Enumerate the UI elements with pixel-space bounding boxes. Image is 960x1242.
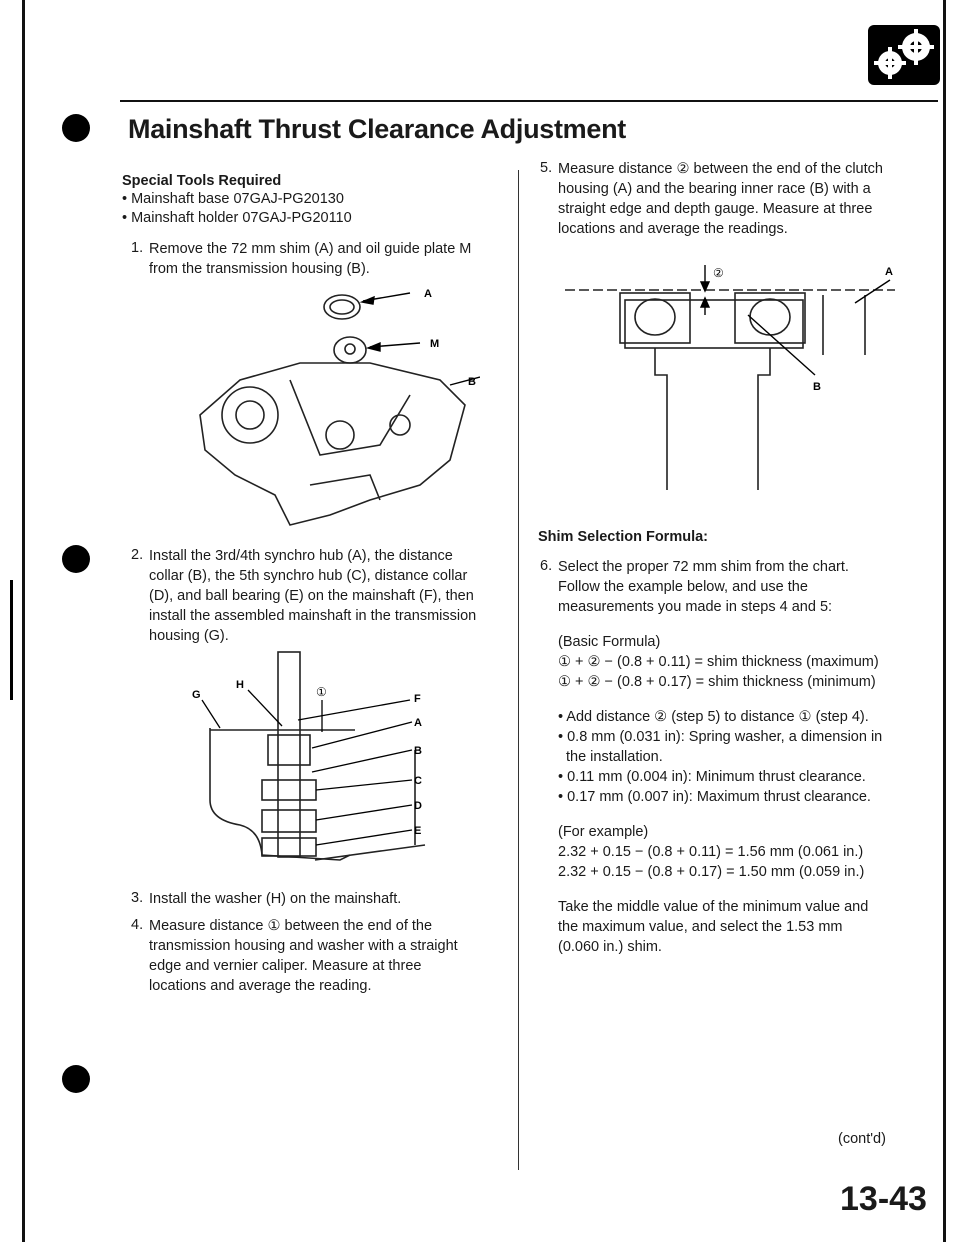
note-2: • 0.8 mm (0.031 in): Spring washer, a dimension in xyxy=(558,729,883,745)
step-5-line-3: straight edge and depth gauge. Measure at three xyxy=(558,201,873,217)
margin-bracket xyxy=(0,580,13,700)
formula-minimum: ① + ② − (0.8 + 0.17) = shim thickness (minimum) xyxy=(558,674,876,690)
fig2-label-c: C xyxy=(414,775,422,787)
header-rule xyxy=(120,100,938,102)
step-4-line-1: Measure distance ① between the end of the xyxy=(149,918,433,934)
note-2-cont: the installation. xyxy=(566,749,663,765)
fig1-label-b: B xyxy=(468,376,476,388)
fig2-label-a: A xyxy=(414,717,422,729)
fig3-label-two: ② xyxy=(713,266,724,280)
step-2-line-5: housing (G). xyxy=(149,628,229,644)
margin-dot-2 xyxy=(62,1065,90,1093)
fig1-label-m: M xyxy=(430,338,440,350)
example-2: 2.32 + 0.15 − (0.8 + 0.17) = 1.50 mm (0.059 in.) xyxy=(558,864,865,880)
basic-formula-label: (Basic Formula) xyxy=(558,634,661,650)
fig2-label-d: D xyxy=(414,800,422,812)
example-1: 2.32 + 0.15 − (0.8 + 0.11) = 1.56 mm (0.061 in.) xyxy=(558,844,864,860)
step-5-line-1: Measure distance ② between the end of the clutch xyxy=(558,161,883,177)
gear-icon xyxy=(868,25,940,85)
step-6-line-3: measurements you made in steps 4 and 5: xyxy=(558,599,833,615)
step-2-line-3: (D), and ball bearing (E) on the mainshaft (F), then xyxy=(149,588,474,604)
example-label: (For example) xyxy=(558,824,649,840)
step-4-number: 4. xyxy=(131,917,144,933)
fig2-label-f: F xyxy=(414,693,421,705)
tool-item-1: • Mainshaft base 07GAJ-PG20130 xyxy=(122,191,344,207)
shim-selection-heading: Shim Selection Formula: xyxy=(538,529,708,545)
fig1-label-a: A xyxy=(424,288,432,300)
step-5-line-2: housing (A) and the bearing inner race (B) with a xyxy=(558,181,871,197)
page-number: 13-43 xyxy=(840,1180,927,1218)
step-2-line-2: collar (B), the 5th synchro hub (C), distance collar xyxy=(149,568,468,584)
transmission-housing-figure xyxy=(180,285,480,535)
fig2-label-one: ① xyxy=(316,685,327,699)
fig3-label-b: B xyxy=(813,381,821,393)
note-4: • 0.17 mm (0.007 in): Maximum thrust clearance. xyxy=(558,789,871,805)
note-3: • 0.11 mm (0.004 in): Minimum thrust clearance. xyxy=(558,769,866,785)
conclusion-line-1: Take the middle value of the minimum value and xyxy=(558,899,869,915)
step-1-number: 1. xyxy=(131,240,144,256)
conclusion-line-2: the maximum value, and select the 1.53 mm xyxy=(558,919,843,935)
step-3-line-1: Install the washer (H) on the mainshaft. xyxy=(149,891,402,907)
step-4-line-3: edge and vernier caliper. Measure at three xyxy=(149,958,422,974)
conclusion-line-3: (0.060 in.) shim. xyxy=(558,939,662,955)
step-2-number: 2. xyxy=(131,547,144,563)
step-2-line-4: install the assembled mainshaft in the transmission xyxy=(149,608,477,624)
step-6-line-2: Follow the example below, and use the xyxy=(558,579,808,595)
step-1-line-2: from the transmission housing (B). xyxy=(149,261,370,277)
step-5-number: 5. xyxy=(540,160,553,176)
formula-maximum: ① + ② − (0.8 + 0.11) = shim thickness (maximum) xyxy=(558,654,879,670)
page-title: Mainshaft Thrust Clearance Adjustment xyxy=(128,114,626,144)
step-5-line-4: locations and average the readings. xyxy=(558,221,788,237)
step-2-line-1: Install the 3rd/4th synchro hub (A), the distance xyxy=(149,548,453,564)
step-4-line-4: locations and average the reading. xyxy=(149,978,372,994)
right-edge-bar xyxy=(943,0,946,1242)
note-1: • Add distance ② (step 5) to distance ① (step 4). xyxy=(558,709,869,725)
title-bullet-dot xyxy=(62,114,90,142)
margin-dot-1 xyxy=(62,545,90,573)
step-6-line-1: Select the proper 72 mm shim from the chart. xyxy=(558,559,849,575)
tool-item-2: • Mainshaft holder 07GAJ-PG20110 xyxy=(122,210,352,226)
fig2-label-h: H xyxy=(236,679,244,691)
continued-label: (cont'd) xyxy=(838,1131,886,1147)
step-3-number: 3. xyxy=(131,890,144,906)
mainshaft-assembly-figure xyxy=(190,640,460,870)
column-divider xyxy=(518,170,519,1170)
step-4-line-2: transmission housing and washer with a straight xyxy=(149,938,458,954)
fig2-label-b: B xyxy=(414,745,422,757)
fig2-label-e: E xyxy=(414,825,422,837)
special-tools-heading: Special Tools Required xyxy=(122,173,282,189)
step-6-number: 6. xyxy=(540,558,553,574)
clutch-housing-figure xyxy=(565,255,905,505)
left-binding-line xyxy=(22,0,25,1242)
fig2-label-g: G xyxy=(192,689,201,701)
fig3-label-a: A xyxy=(885,266,893,278)
step-1-line-1: Remove the 72 mm shim (A) and oil guide plate M xyxy=(149,241,472,257)
